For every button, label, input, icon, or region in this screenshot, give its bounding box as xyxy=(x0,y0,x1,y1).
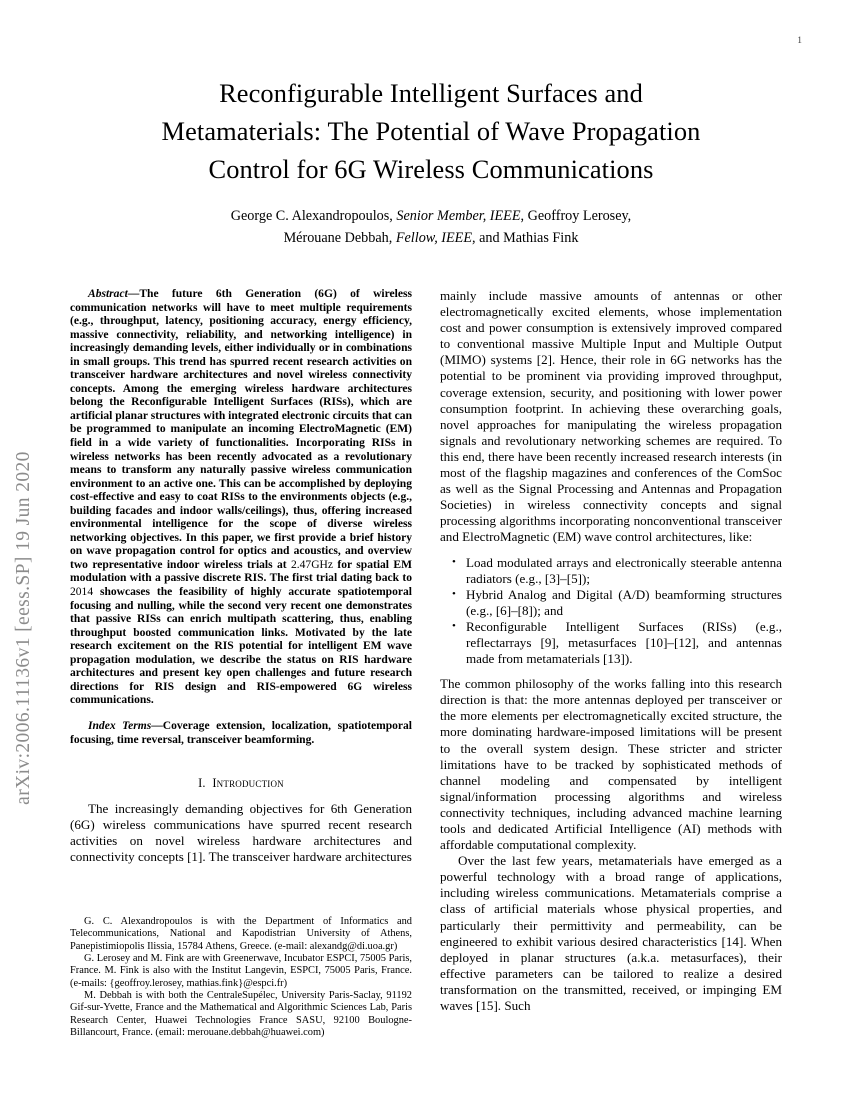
intro-paragraph-2: The common philosophy of the works falling into this research direction is that: the more antennas deployed per transceiver or the more elements per electromagnetically excited structure, the more dominating hardware-imposed limitations will be present to the overall system design. These stricter and stricter limitations have to be tracked by sophisticated methods of channel modeling and compensated by intelligent signal/information processing algorithms and wireless connectivity techniques, including advanced machine learning tools and dedicated Artificial Intelligence (AI) methods with affordable computational complexity. xyxy=(440,676,782,853)
index-terms-paragraph xyxy=(70,720,412,747)
author-names-2: Mérouane Debbah, xyxy=(283,229,396,246)
section-title: Introduction xyxy=(212,775,284,790)
abstract-text-1: The future 6th Generation (6G) of wireless communication networks will have to meet multiple requirements (e.g., throughput, latency, positioning accuracy, energy efficiency, massive connectivity, reliability, and networking intelligence) in increasingly demanding levels, either individually or in combinations in small groups. This trend has spurred recent research activities on transceiver hardware architectures and novel wireless connectivity concepts. Among the emerging wireless hardware architectures belong the Reconfigurable Intelligent Surfaces (RISs), which are artificial planar structures with integrated electronic circuits that can be programmed to manipulate an incoming ElectroMagnetic (EM) field in a wide variety of functionalities. Incorporating RISs in wireless networks has been recently advocated as a revolutionary means to transform any naturally passive wireless communication environment to an active one. This can be accomplished by deploying cost-effective and easy to coat RISs to the environments objects (e.g., building facades and indoor walls/ceilings), thus, offering increased environmental intelligence for the scope of diverse wireless networking objectives. In this paper, we first provide a brief history on wave propagation control for optics and acoustics, and overview two representative indoor wireless trials at xyxy=(70,288,412,571)
abstract-dash: — xyxy=(127,288,140,300)
footnote-block xyxy=(70,912,412,1039)
abstract-text-3: showcases the feasibility of highly accurate spatiotemporal focusing and nulling, while the second very recent one demonstrates that passive RISs can enrich multipath scattering, thus, enabling throughput boosted communication links. Motivated by the late research excitement on the RIS potential for intelligent EM wave propagation modulation, we describe the status on RIS hardware architectures and present key open challenges and future research directions for RIS design and RIS-empowered 6G wireless communications. xyxy=(70,586,412,707)
footnote-affiliation-2: G. Lerosey and M. Fink are with Greenerwave, Incubator ESPCI, 75005 Paris, France. M. Fink is also with the Institut Langevin, ESPCI, 75005 Paris, France. (e-mails: {geoffroy.lerosey, mathias.fink}@espci.fr) xyxy=(70,953,412,989)
title-line-3: Control for 6G Wireless Communications xyxy=(208,154,654,184)
abstract-text-2: for spatial EM modulation with a passive discrete RIS. The first trial dating back to xyxy=(70,558,412,585)
title-block xyxy=(86,74,776,249)
abstract-year-value: 2014 xyxy=(70,586,94,599)
list-item: • Load modulated arrays and electronically steerable antenna radiators (e.g., [3]–[5]); xyxy=(466,555,782,587)
arxiv-identifier-stamp xyxy=(0,0,48,1100)
author-names-1: George C. Alexandropoulos, xyxy=(230,208,397,224)
author-grade-2: Fellow, IEEE xyxy=(395,229,473,246)
title-line-2: Metamaterials: The Potential of Wave Propagation xyxy=(161,116,701,146)
section-numeral: I. xyxy=(198,775,206,790)
arxiv-identifier-text: arXiv:2006.11136v1 [eess.SP] 19 Jun 2020 xyxy=(13,451,34,805)
page-number: 1 xyxy=(797,36,802,46)
author-names-1b: , Geoffroy Lerosey, xyxy=(520,208,632,224)
abstract-label: Abstract xyxy=(88,288,128,300)
list-item: • Reconfigurable Intelligent Surfaces (RISs) (e.g., reflectarrays [9], metasurfaces [10]–[12], and antennas made from metamaterials [13]). xyxy=(466,619,782,667)
column-right xyxy=(440,288,782,1014)
title-line-1: Reconfigurable Intelligent Surfaces and xyxy=(219,78,643,108)
index-terms-label: Index Terms xyxy=(88,720,152,733)
architecture-bullet-list xyxy=(440,555,782,668)
footnote-affiliation-1: G. C. Alexandropoulos is with the Department of Informatics and Telecommunications, National and Kapodistrian University of Athens, Panepistimiopolis Ilissia, 15784 Athens, Greece. (e-mail: alexandg@di.uoa.gr) xyxy=(70,916,412,952)
intro-paragraph-1-continued: mainly include massive amounts of antennas or other electromagnetically excited elements, whose implementation cost and power consumption is extensively improved compared to conventional massive Multiple Input and Multiple Output (MIMO) systems [2]. Hence, their role in 6G networks has the potential to be prominent via providing improved throughput, coverage extension, security, and positioning with lower power consumption footprint. In achieving these overarching goals, novel approaches for manipulating the wireless propagation signals and revolutionary networking schemes are required. To this end, there have been recently increased research interests (in most of the flagship magazines and conferences of the ComSoc as well as the Signal Processing and Antennas and Propagation Societies) in wireless connectivity concepts and signal processing algorithms incorporating nonconventional transceiver and ElectroMagnetic (EM) wave control architectures, like: xyxy=(440,288,782,545)
column-left xyxy=(70,288,412,865)
author-grade-1: Senior Member, IEEE xyxy=(396,208,521,224)
author-names-2b: , and Mathias Fink xyxy=(472,229,579,246)
index-terms-text: Coverage extension, localization, spatiotemporal focusing, time reversal, transceiver beamforming. xyxy=(70,720,413,746)
intro-paragraph-1: The increasingly demanding objectives for 6th Generation (6G) wireless communications have spurred recent research activities on novel wireless hardware architectures and connectivity concepts [1]. The transceiver hardware architectures xyxy=(70,800,412,864)
index-terms-dash: — xyxy=(151,720,163,733)
abstract-frequency-value: 2.47GHz xyxy=(291,558,334,571)
page-title xyxy=(86,74,776,188)
author-line-1 xyxy=(86,206,776,228)
author-list xyxy=(86,206,776,249)
list-item: • Hybrid Analog and Digital (A/D) beamforming structures (e.g., [6]–[8]); and xyxy=(466,587,782,619)
section-heading-introduction xyxy=(70,776,412,791)
footnote-affiliation-3: M. Debbah is with both the CentraleSupélec, University Paris-Saclay, 91192 Gif-sur-Yvette, France and the Mathematical and Algorithmic Sciences Lab, Paris Research Center, Huawei Technologies France SASU, 92100 Boulogne-Billancourt, France. (email: merouane.debbah@huawei.com) xyxy=(70,990,412,1039)
abstract-paragraph xyxy=(70,288,412,708)
intro-paragraph-3: Over the last few years, metamaterials have emerged as a powerful technology with a broad range of applications, including wireless communications. Metamaterials comprise a class of artificial materials whose physical properties, and particularly their permittivity and permeability, can be engineered to exhibit various desired characteristics [14]. When deployed in planar structures (a.k.a. metasurfaces), their effective parameters can be tailored to realize a desired transformation on the transmitted, received, or impinging EM waves [15]. Such xyxy=(440,853,782,1014)
author-line-2 xyxy=(86,228,776,250)
